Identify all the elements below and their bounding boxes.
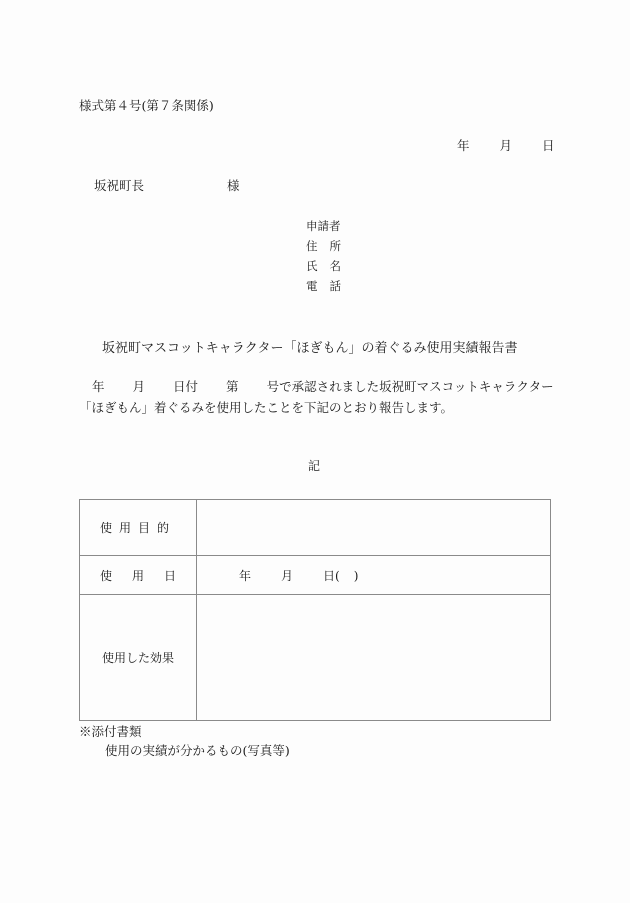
form-number: 様式第４号(第７条関係) bbox=[79, 98, 214, 113]
attachments-title: ※添付書類 bbox=[79, 724, 142, 739]
date-label: 使用日 bbox=[80, 556, 197, 595]
applicant-name-label: 氏 名 bbox=[306, 259, 341, 273]
applicant-heading: 申請者 bbox=[306, 219, 341, 233]
applicant-block bbox=[306, 216, 341, 296]
body-line-2: 「ほぎもん」着ぐるみを使用したことを下記のとおり報告します。 bbox=[79, 400, 454, 415]
purpose-value[interactable] bbox=[197, 500, 551, 556]
date-line bbox=[457, 136, 555, 154]
date-day: 日 bbox=[542, 138, 555, 153]
table-row-date bbox=[80, 556, 551, 595]
applicant-address-label: 住 所 bbox=[306, 239, 341, 253]
applicant-phone-label: 電 話 bbox=[306, 279, 341, 293]
date-month: 月 bbox=[499, 138, 513, 153]
addressee bbox=[94, 176, 240, 194]
effect-value[interactable] bbox=[197, 595, 551, 721]
attachments-item: 使用の実績が分かるもの(写真等) bbox=[105, 743, 290, 758]
document-title: 坂祝町マスコットキャラクター「ほぎもん」の着ぐるみ使用実績報告書 bbox=[102, 341, 518, 356]
effect-label: 使用した効果 bbox=[80, 595, 197, 721]
usage-date-value[interactable]: 年 月 日( ) bbox=[197, 556, 551, 595]
addressee-honorific: 様 bbox=[227, 178, 240, 193]
date-year: 年 bbox=[457, 138, 470, 153]
body-line-1: 年 月 日付 第 号で承認されました坂祝町マスコットキャラクター bbox=[92, 379, 554, 394]
addressee-name: 坂祝町長 bbox=[94, 178, 145, 193]
table-row-purpose bbox=[80, 500, 551, 556]
table-row-effect bbox=[80, 595, 551, 721]
ki-heading: 記 bbox=[308, 459, 321, 473]
report-table bbox=[79, 499, 551, 721]
purpose-label: 使用目的 bbox=[80, 500, 197, 556]
body-text bbox=[79, 376, 554, 418]
